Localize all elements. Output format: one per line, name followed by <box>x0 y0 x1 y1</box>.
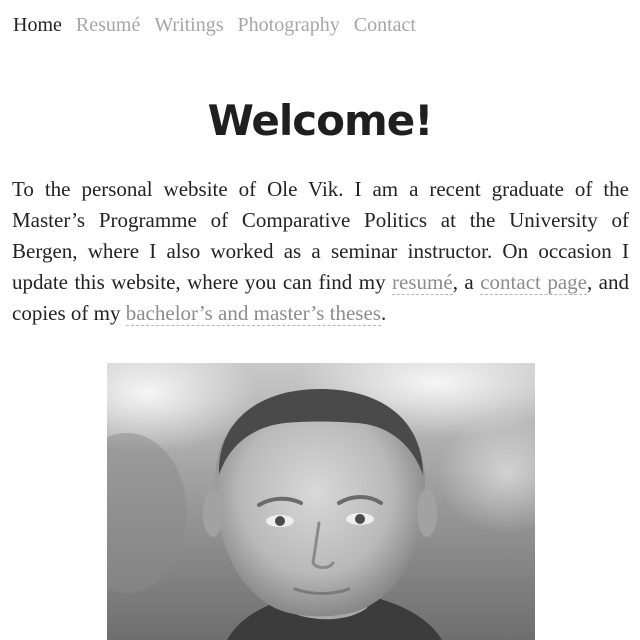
theses-link[interactable]: bachelor’s and master’s theses <box>125 301 381 325</box>
nav-home[interactable]: Home <box>13 14 62 36</box>
resume-link[interactable]: resumé <box>392 270 453 294</box>
main-nav <box>13 14 416 37</box>
intro-paragraph <box>12 174 629 329</box>
intro-text: , a <box>452 270 481 294</box>
nav-photography[interactable]: Photography <box>237 14 340 36</box>
portrait-photo <box>107 363 535 640</box>
portrait-illustration <box>107 363 535 640</box>
intro-text: . <box>380 301 387 325</box>
contact-page-link[interactable]: contact page <box>480 270 587 294</box>
page-title: Welcome! <box>207 96 433 145</box>
intro-text: To the personal website of Ole Vik. I am a recent graduate of the Master’s Programme of Comparative Politics at the University of Bergen, where I also worked as a seminar instructor. On occasion I update this website, where you can find my <box>12 177 629 294</box>
nav-writings[interactable]: Writings <box>154 14 224 36</box>
nav-resume[interactable]: Resumé <box>75 14 141 36</box>
nav-contact[interactable]: Contact <box>353 14 416 36</box>
intro-text: , and copies of my <box>12 270 630 325</box>
